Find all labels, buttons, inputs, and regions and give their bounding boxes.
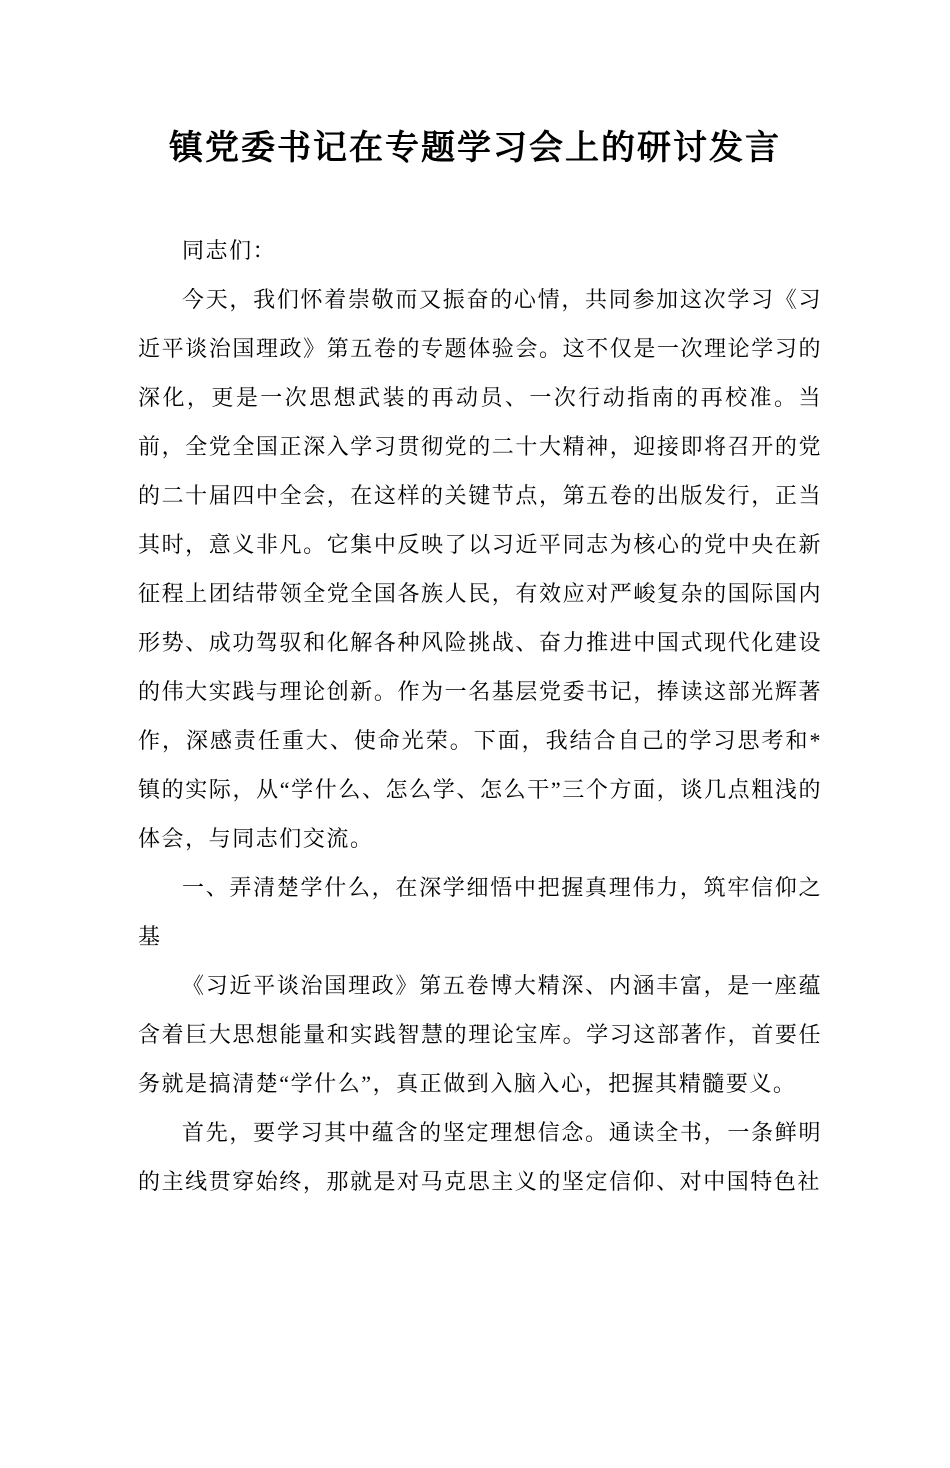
paragraph-intro: 今天，我们怀着崇敬而又振奋的心情，共同参加这次学习《习近平谈治国理政》第五卷的专题体验会。这不仅是一次理论学习的深化，更是一次思想武装的再动员、一次行动指南的再校准。当前，全党全国正深入学习贯彻党的二十大精神，迎接即将召开的党的二十届四中全会，在这样的关键节点，第五卷的出版发行，正当其时，意义非凡。它集中反映了以习近平同志为核心的党中央在新征程上团结带领全党全国各族人民，有效应对严峻复杂的国际国内形势、成功驾驭和化解各种风险挑战、奋力推进中国式现代化建设的伟大实践与理论创新。作为一名基层党委书记，捧读这部光辉著作，深感责任重大、使命光荣。下面，我结合自己的学习思考和*镇的实际，从“学什么、怎么学、怎么干”三个方面，谈几点粗浅的体会，与同志们交流。	[138, 287, 822, 851]
document-body	[138, 226, 822, 1206]
document-title: 镇党委书记在专题学习会上的研讨发言	[169, 129, 781, 167]
paragraph-section1-overview: 《习近平谈治国理政》第五卷博大精深、内涵丰富，是一座蕴含着巨大思想能量和实践智慧的理论宝库。学习这部著作，首要任务就是搞清楚“学什么”，真正做到入脑入心，把握其精髓要义。	[138, 973, 822, 1096]
section-heading-1: 一、弄清楚学什么，在深学细悟中把握真理伟力，筑牢信仰之基	[138, 875, 822, 949]
paragraph-salutation: 同志们：	[182, 238, 277, 263]
document-page	[0, 124, 950, 1468]
paragraph-section1-first-point: 首先，要学习其中蕴含的坚定理想信念。通读全书，一条鲜明的主线贯穿始终，那就是对马克思主义的坚定信仰、对中国特色社	[138, 1120, 822, 1194]
